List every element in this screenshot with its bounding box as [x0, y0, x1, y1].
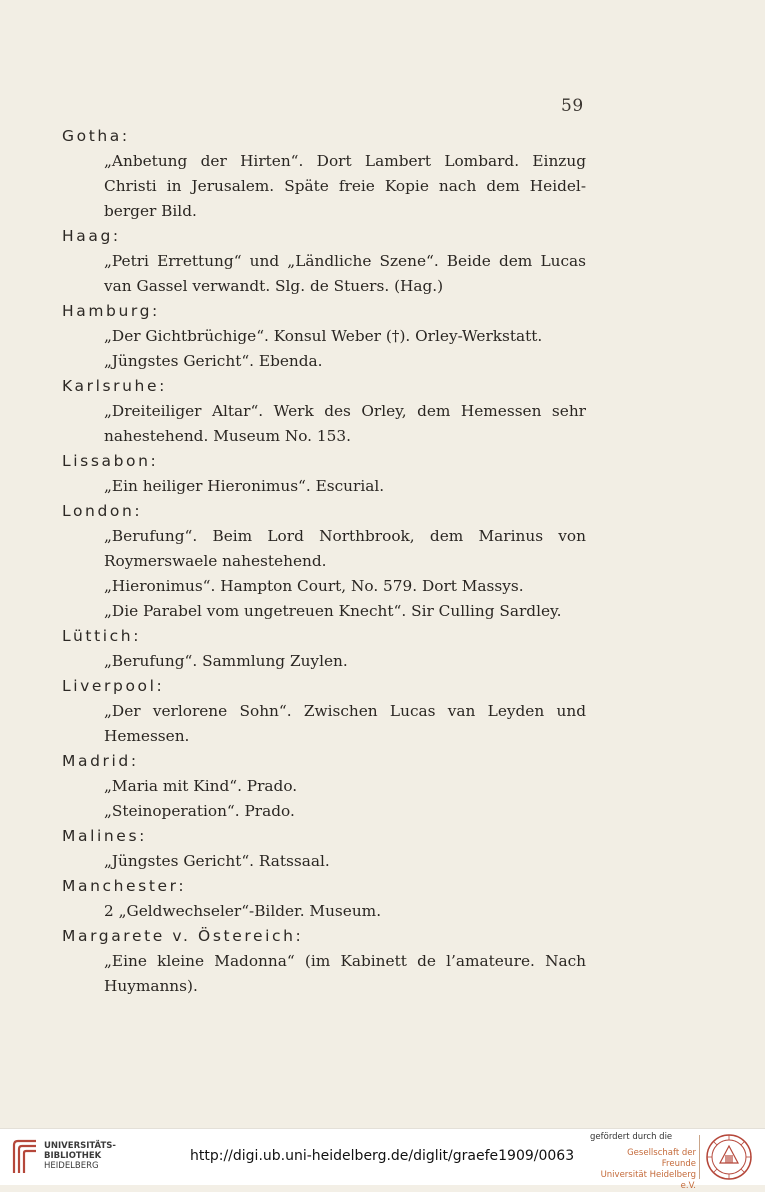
entry-block — [62, 524, 586, 624]
place-heading: Lüttich: — [62, 627, 142, 645]
entry-block — [62, 699, 586, 749]
place-heading: Hamburg: — [62, 302, 160, 320]
sponsor-name — [592, 1148, 696, 1192]
place-heading: Lissabon: — [62, 452, 159, 470]
library-name-line2: BIBLIOTHEK — [44, 1151, 102, 1161]
footer-divider — [699, 1135, 700, 1179]
entry-block — [62, 899, 586, 924]
entry-block — [62, 849, 586, 874]
entry-line: berger Bild. — [104, 202, 197, 220]
library-name-line1: UNIVERSITÄTS- — [44, 1141, 116, 1151]
entry-line: „Jüngstes Gericht“. Ebenda. — [104, 352, 323, 370]
entry-line: „Hieronimus“. Hampton Court, No. 579. Dort Massys. — [104, 577, 524, 595]
entry-block — [62, 149, 586, 224]
entry-block — [62, 249, 586, 299]
entry-line: „Dreiteiliger Altar“. Werk des Orley, dem Hemessen sehr — [104, 402, 586, 420]
entry-line: „Die Parabel vom ungetreuen Knecht“. Sir Culling Sardley. — [104, 602, 562, 620]
library-name — [44, 1141, 116, 1171]
library-logo-icon — [10, 1137, 40, 1177]
entry-line: „Der verlorene Sohn“. Zwischen Lucas van Leyden und — [104, 702, 586, 720]
place-heading: Karlsruhe: — [62, 377, 167, 395]
place-heading: Malines: — [62, 827, 147, 845]
page-number: 59 — [561, 96, 584, 116]
entry-block — [62, 474, 586, 499]
entry-line: nahestehend. Museum No. 153. — [104, 427, 351, 445]
entry-line: Christi in Jerusalem. Späte freie Kopie nach dem Heidel- — [104, 177, 586, 195]
place-heading: Madrid: — [62, 752, 139, 770]
catalogue-list — [62, 124, 586, 999]
entry-block — [62, 774, 586, 824]
entry-line: „Eine kleine Madonna“ (im Kabinett de l’amateure. Nach — [104, 952, 586, 970]
entry-line: „Petri Errettung“ und „Ländliche Szene“. Beide dem Lucas — [104, 252, 586, 270]
entry-line: „Maria mit Kind“. Prado. — [104, 777, 298, 795]
entry-block — [62, 399, 586, 449]
place-heading: Manchester: — [62, 877, 187, 895]
university-seal-icon — [705, 1133, 753, 1181]
place-heading: London: — [62, 502, 143, 520]
entry-line: „Berufung“. Beim Lord Northbrook, dem Marinus von — [104, 527, 586, 545]
entry-line: „Berufung“. Sammlung Zuylen. — [104, 652, 348, 670]
entry-line: Hemessen. — [104, 727, 190, 745]
entry-line: „Jüngstes Gericht“. Ratssaal. — [104, 852, 330, 870]
sponsor-line1: Gesellschaft der Freunde — [627, 1148, 696, 1169]
library-name-line3: HEIDELBERG — [44, 1161, 99, 1171]
place-heading: Haag: — [62, 227, 121, 245]
entry-block — [62, 949, 586, 999]
place-heading: Gotha: — [62, 127, 130, 145]
place-heading: Liverpool: — [62, 677, 165, 695]
entry-block — [62, 324, 586, 374]
entry-line: „Der Gichtbrüchige“. Konsul Weber (†). Orley-Werkstatt. — [104, 327, 543, 345]
entry-block — [62, 649, 586, 674]
entry-line: „Ein heiliger Hieronimus“. Escurial. — [104, 477, 385, 495]
viewer-footer — [0, 1128, 765, 1191]
entry-line: „Steinoperation“. Prado. — [104, 802, 295, 820]
permalink-url[interactable]: http://digi.ub.uni-heidelberg.de/diglit/graefe1909/0063 — [190, 1148, 575, 1164]
sponsor-line2: Universität Heidelberg e.V. — [600, 1170, 696, 1191]
funded-by-label: gefördert durch die — [590, 1132, 673, 1142]
entry-line: 2 „Geldwechseler“-Bilder. Museum. — [104, 902, 382, 920]
entry-line: Huymanns). — [104, 977, 198, 995]
entry-line: „Anbetung der Hirten“. Dort Lambert Lombard. Einzug — [104, 152, 586, 170]
entry-line: Roymerswaele nahestehend. — [104, 552, 327, 570]
entry-line: van Gassel verwandt. Slg. de Stuers. (Hag.) — [104, 277, 444, 295]
place-heading: Margarete v. Östereich: — [62, 927, 304, 945]
